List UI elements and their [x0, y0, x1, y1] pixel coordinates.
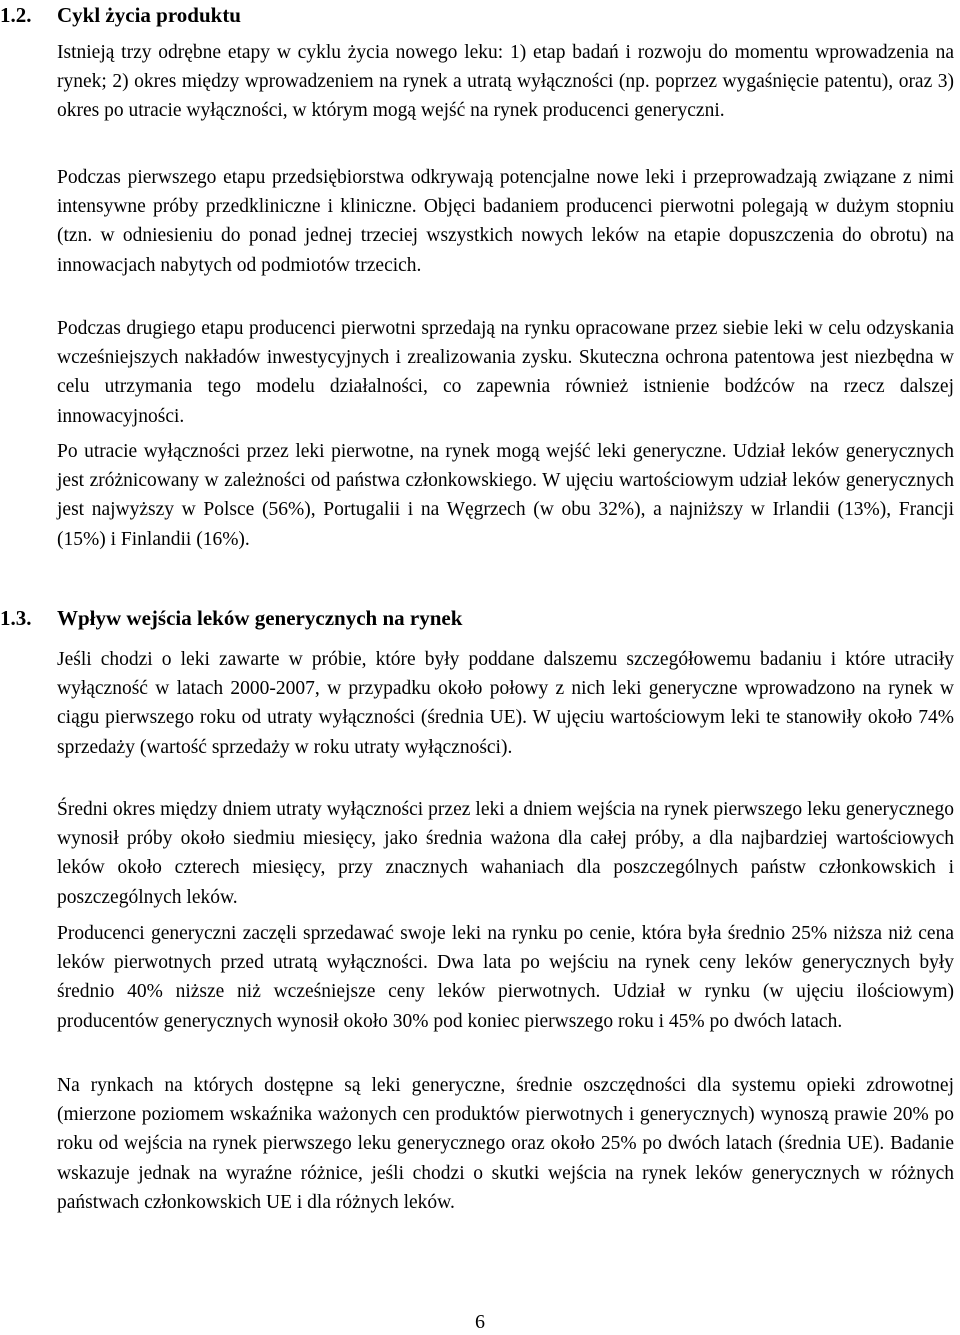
section-heading-1-2: [0, 2, 241, 28]
section-number: 1.3.: [0, 606, 32, 630]
section-title: Wpływ wejścia leków generycznych na rynek: [57, 606, 463, 630]
paragraph: Średni okres między dniem utraty wyłączności przez leki a dniem wejścia na rynek pierwszego leku generycznego wynosił próby około siedmiu miesięcy, jako średnia ważona dla całej próby, a dla najbardziej wartościowych leków około czterech miesięcy, przy znacznych wahaniach dla poszczególnych państw członkowskich i poszczególnych leków.: [57, 799, 954, 908]
section-number: 1.2.: [0, 3, 32, 27]
paragraph: Na rynkach na których dostępne są leki generyczne, średnie oszczędności dla systemu opieki zdrowotnej (mierzone poziomem wskaźnika ważonych cen produktów pierwotnych i generycznych) wynoszą prawie 20% po roku od wejścia na rynek pierwszego leku generycznego oraz około 25% po dwóch latach (średnia UE). Badanie wskazuje jednak na wyraźne różnice, jeśli chodzi o skutki wejścia na rynek leków generycznych w różnych państwach członkowskich UE i dla różnych leków.: [57, 1075, 954, 1213]
paragraph: Podczas drugiego etapu producenci pierwotni sprzedają na rynku opracowane przez siebie leki w celu odzyskania wcześniejszych nakładów inwestycyjnych i zrealizowania zysku. Skuteczna ochrona patentowa jest niezbędna w celu utrzymania tego modelu działalności, co zapewnia również istnienie bodźców na rzecz dalszej innowacyjności.: [57, 318, 954, 427]
paragraph: Producenci generyczni zaczęli sprzedawać swoje leki na rynku po cenie, która była średnio 25% niższa niż cena leków pierwotnych przed utratą wyłączności. Dwa lata po wejściu na rynek ceny leków generycznych były średnio 40% niższe niż wcześniejsze ceny leków pierwotnych. Udział w rynku (w ujęciu ilościowym) producentów generycznych wynosił około 30% pod koniec pierwszego roku i 45% po dwóch latach.: [57, 923, 954, 1032]
paragraph: Po utracie wyłączności przez leki pierwotne, na rynek mogą wejść leki generyczne. Udział leków generycznych jest zróżnicowany w zależności od państwa członkowskiego. W ujęciu wartościowym udział leków generycznych jest najwyższy w Polsce (56%), Portugalii i na Węgrzech (w obu 32%), a najniższy w Irlandii (13%), Francji (15%) i Finlandii (16%).: [57, 441, 954, 550]
paragraph: Podczas pierwszego etapu przedsiębiorstwa odkrywają potencjalne nowe leki i przeprowadzają związane z nimi intensywne próby przedkliniczne i kliniczne. Objęci badaniem producenci pierwotni polegają w dużym stopniu (tzn. w odniesieniu do ponad jednej trzeciej wszystkich nowych leków na etapie dopuszczenia do obrotu) na innowacjach nabytych od podmiotów trzecich.: [57, 167, 954, 276]
paragraph: Istnieją trzy odrębne etapy w cyklu życia nowego leku: 1) etap badań i rozwoju do momentu wprowadzenia na rynek; 2) okres między wprowadzeniem na rynek a utratą wyłączności (np. poprzez wygaśnięcie patentu), oraz 3) okres po utracie wyłączności, w którym mogą wejść na rynek producenci generyczni.: [57, 42, 954, 122]
page-number: 6: [475, 1311, 485, 1333]
section-title: Cykl życia produktu: [57, 3, 241, 27]
paragraph: Jeśli chodzi o leki zawarte w próbie, które były poddane dalszemu szczegółowemu badaniu i które utraciły wyłączność w latach 2000-2007, w przypadku około połowy z nich leki generyczne wprowadzono na rynek w ciągu pierwszego roku od utraty wyłączności (średnia UE). W ujęciu wartościowym leki te stanowiły około 74% sprzedaży (wartość sprzedaży w roku utraty wyłączności).: [57, 649, 954, 758]
section-heading-1-3: [0, 605, 462, 631]
